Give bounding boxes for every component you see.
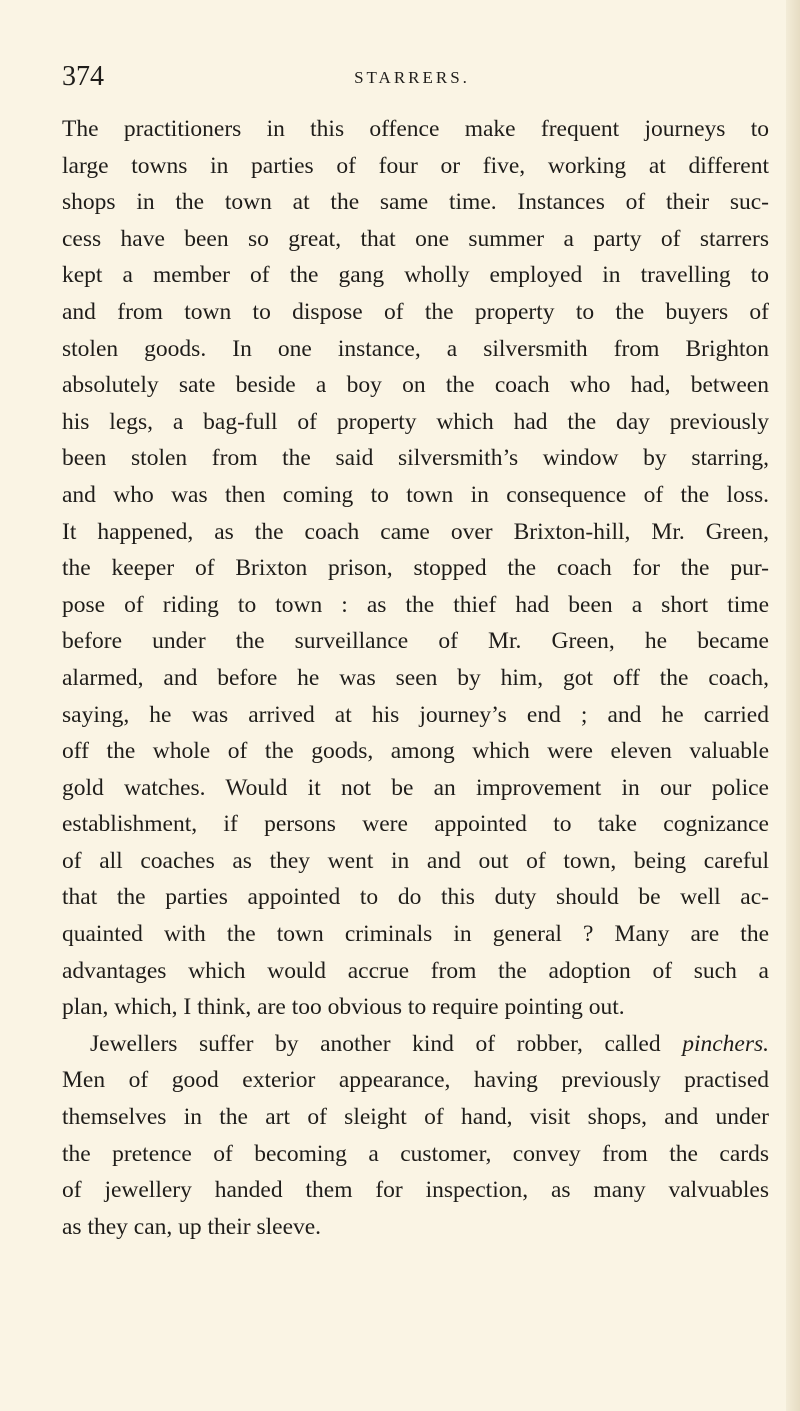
text-line: absolutely sate beside a boy on the coach who had, between: [62, 372, 769, 399]
text-line: his legs, a bag-full of property which had the day previously: [62, 408, 769, 435]
text-line: establishment, if persons were appointed to take cognizance: [62, 811, 769, 838]
text-line: The practitioners in this offence make frequent journeys to: [62, 116, 769, 142]
text-line: kept a member of the gang wholly employed in travelling to: [62, 262, 769, 289]
text-line: and who was then coming to town in consequence of the loss.: [62, 481, 769, 508]
paragraph-2-lead: Jewellers suffer by another kind of robber, called: [90, 1030, 683, 1057]
text-line: It happened, as the coach came over Brixton-hill, Mr. Green,: [62, 518, 769, 545]
page-header: [62, 62, 762, 92]
text-line: the pretence of becoming a customer, convey from the cards: [62, 1140, 769, 1167]
paragraph-2-first-line: [62, 1026, 769, 1063]
italic-term-pinchers: pinchers.: [682, 1030, 769, 1057]
text-line: cess have been so great, that one summer a party of starrers: [62, 225, 769, 252]
text-line: large towns in parties of four or five, working at different: [62, 152, 769, 179]
text-line: quainted with the town criminals in general ? Many are the: [62, 921, 769, 948]
body-text: [62, 111, 769, 1245]
text-line: gold watches. Would it not be an improvement in our police: [62, 774, 769, 801]
text-line: off the whole of the goods, among which were eleven valuable: [62, 738, 769, 765]
text-line: Men of good exterior appearance, having previously practised: [62, 1067, 769, 1094]
text-line: pose of riding to town : as the thief had been a short time: [62, 591, 769, 618]
text-line: the keeper of Brixton prison, stopped the coach for the pur-: [62, 555, 769, 582]
text-line: as they can, up their sleeve.: [62, 1213, 322, 1240]
text-line: and from town to dispose of the property to the buyers of: [62, 298, 769, 325]
page-edge: [786, 0, 800, 1411]
text-line: of all coaches as they went in and out of town, being careful: [62, 847, 769, 874]
text-line: saying, he was arrived at his journey’s end ; and he carried: [62, 701, 769, 728]
text-line: of jewellery handed them for inspection, as many valvuables: [62, 1177, 769, 1204]
text-line: themselves in the art of sleight of hand, visit shops, and under: [62, 1104, 769, 1131]
text-line: been stolen from the said silversmith’s window by starring,: [62, 445, 769, 472]
text-line: advantages which would accrue from the adoption of such a: [62, 957, 769, 984]
text-line: that the parties appointed to do this duty should be well ac-: [62, 884, 769, 911]
running-head: STARRERS.: [354, 68, 470, 87]
text-line: plan, which, I think, are too obvious to require pointing out.: [62, 994, 625, 1021]
text-line: stolen goods. In one instance, a silversmith from Brighton: [62, 335, 769, 362]
text-line: shops in the town at the same time. Instances of their suc-: [62, 189, 769, 216]
text-line: alarmed, and before he was seen by him, got off the coach,: [62, 664, 769, 691]
page-number: 374: [62, 61, 104, 92]
text-line: before under the surveillance of Mr. Green, he became: [62, 628, 769, 655]
